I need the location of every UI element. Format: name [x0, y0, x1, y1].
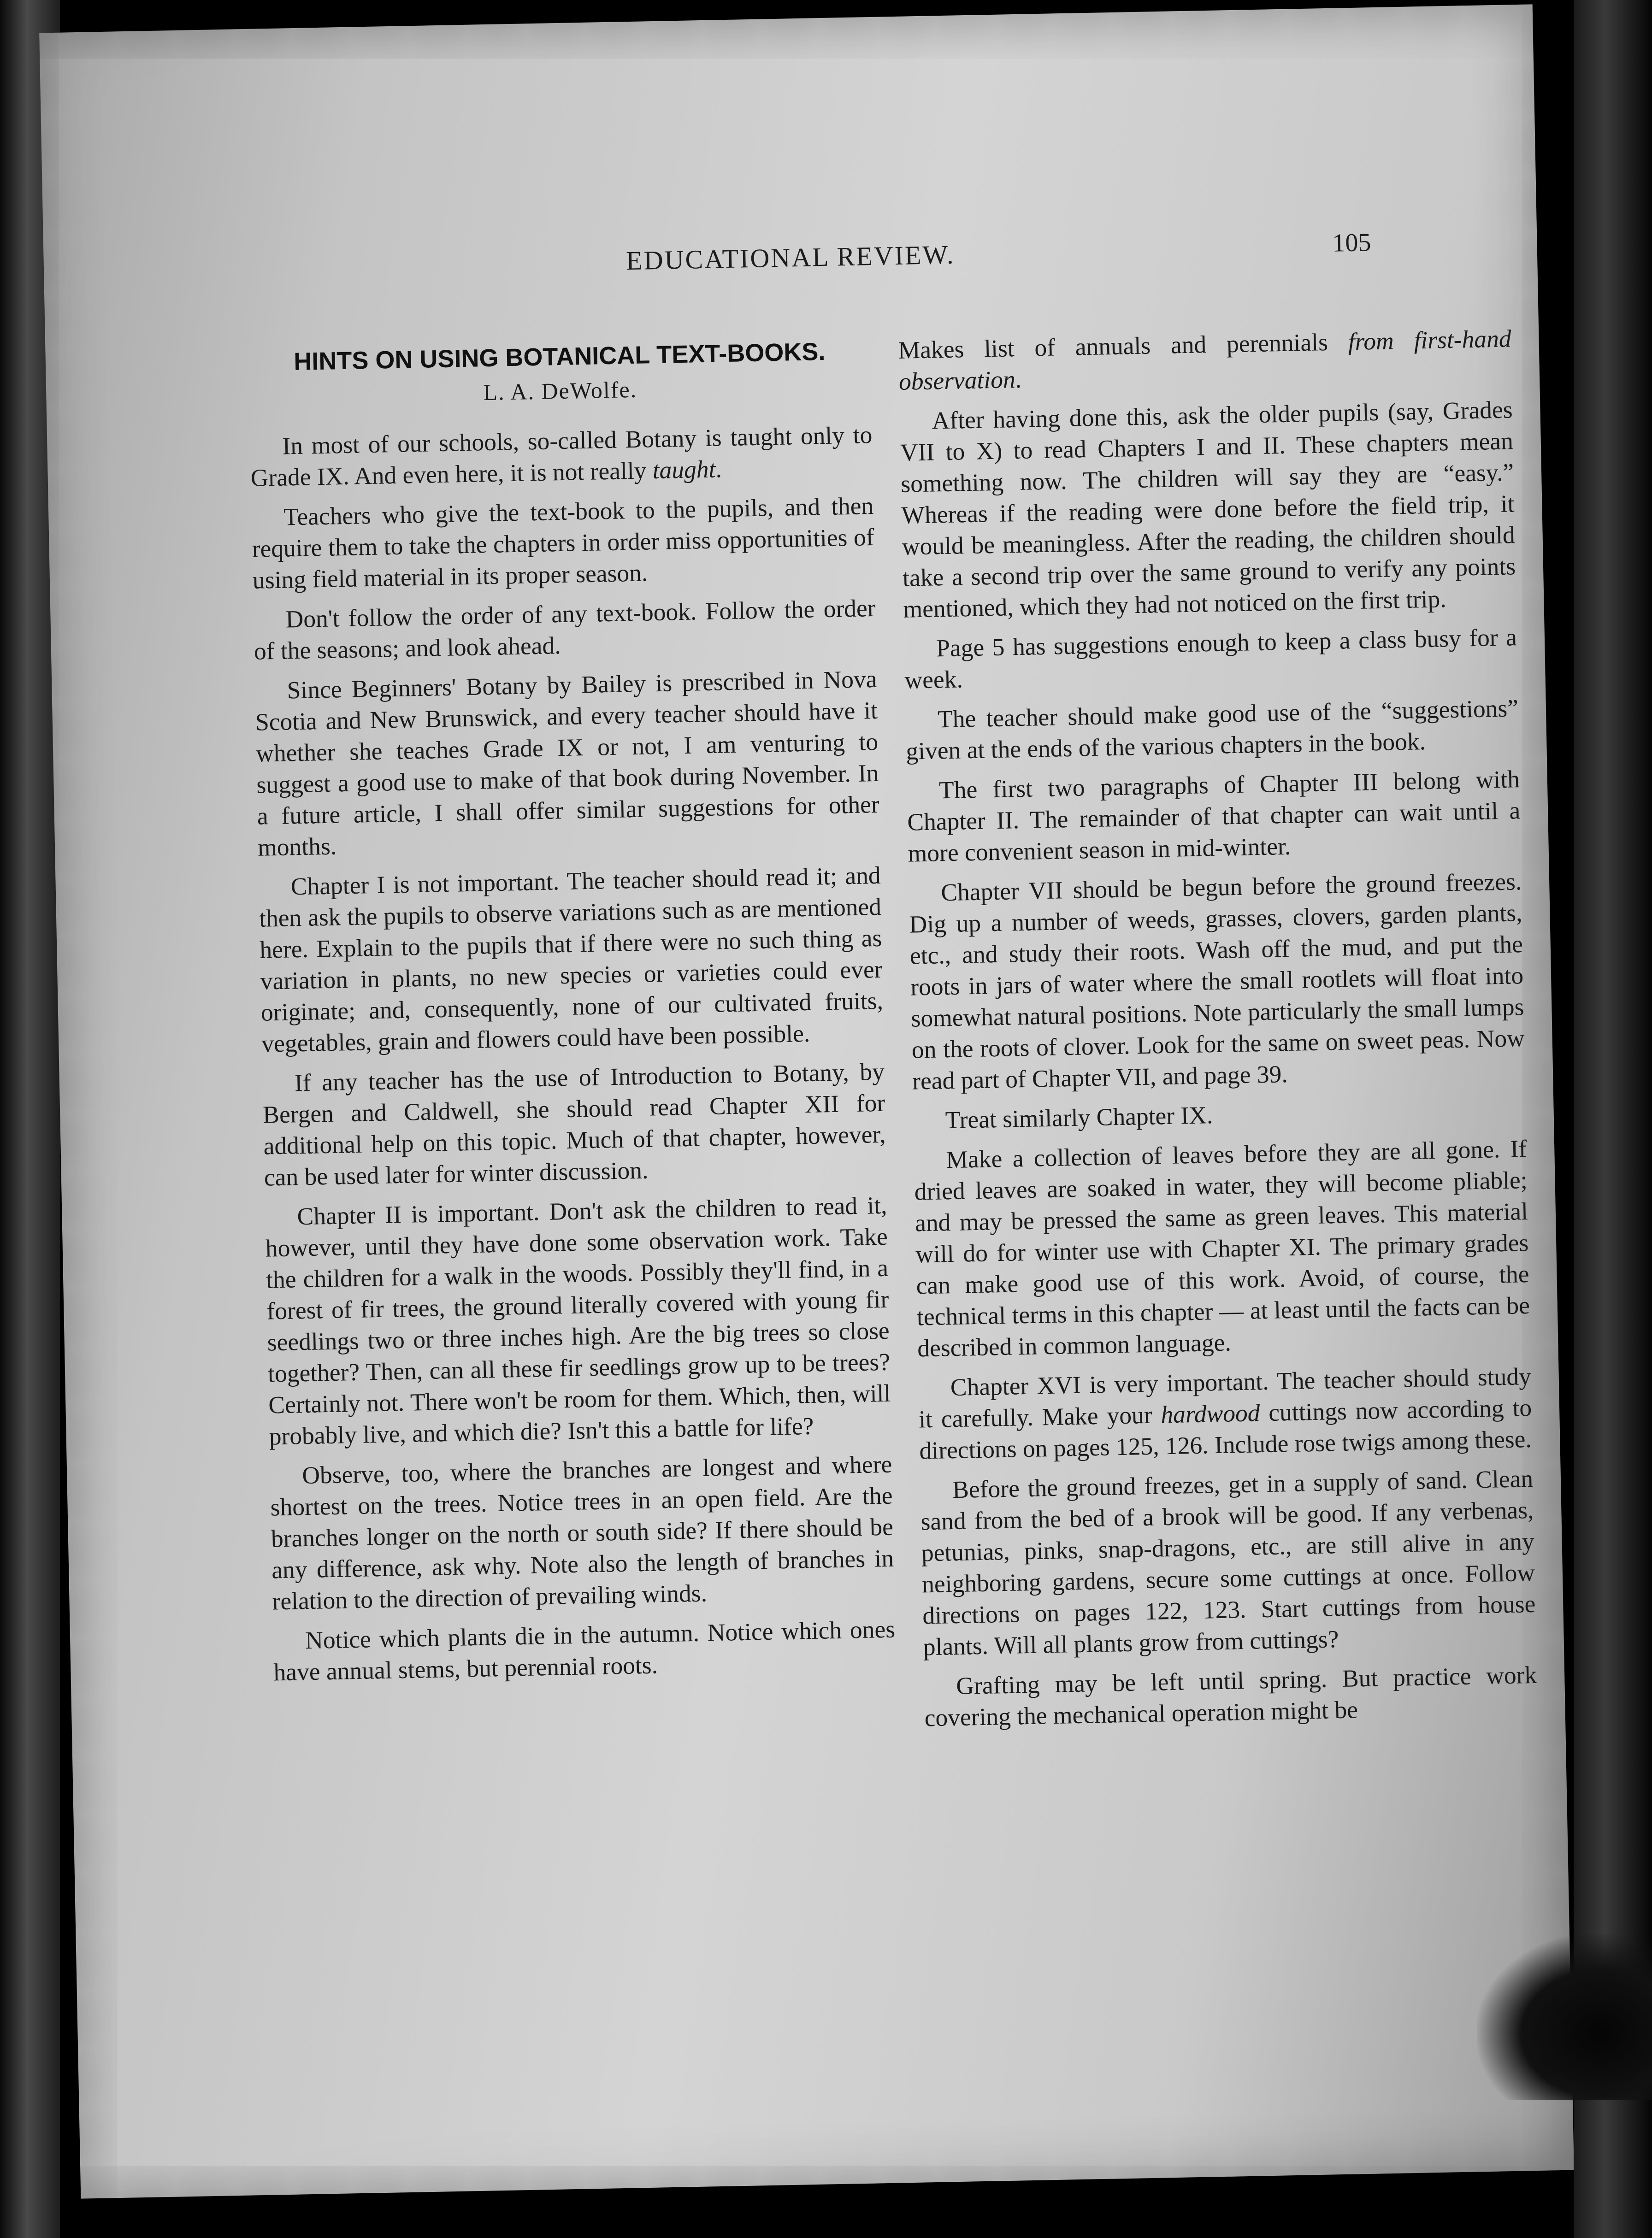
paragraph-text: Before the ground freezes, get in a supply of sand. Clean sand from the bed of a brook will be good. If any verbenas, petunias, pinks, snap-dragons, etc., are still alive in any neighboring gardens, secure some cuttings at once. Follow directions on pages 122, 123. Start cuttings from house plants. Will all plants grow from cuttings? [920, 1464, 1536, 1661]
italic-text: hardwood [1160, 1399, 1261, 1429]
paragraph-tail: . [1015, 365, 1022, 394]
right-column-paragraph [918, 1360, 1533, 1466]
italic-text: taught [652, 455, 716, 484]
paragraph-text: If any teacher has the use of Introduction to Botany, by Bergen and Caldwell, she should read Chapter XII for additional help on this topic. Much of that chapter, however, can be used later for winter discussion. [262, 1057, 886, 1191]
left-column-paragraph [250, 419, 873, 494]
paragraph-text: The teacher should make good use of the “suggestions” given at the ends of the various chapters in the book. [905, 694, 1519, 765]
paragraph-text: Since Beginners' Botany by Bailey is prescribed in Nova Scotia and New Brunswick, and every teacher should have it whether she teaches Grade IX or not, I am venturing to suggest a good use to make of that book during November. In a future article, I shall offer similar suggestions for other months. [255, 665, 880, 861]
right-column-paragraph [899, 394, 1516, 624]
right-column-paragraph [920, 1463, 1537, 1662]
paragraph-text: Make a collection of leaves before they are all gone. If dried leaves are soaked in water, they will become pliable; and may be pressed the same as green leaves. This material will do for winter use with Chapter XI. The primary grades can make good use of this work. Avoid, of course, the technical terms in this chapter — at least until the facts can be described in common language. [914, 1135, 1530, 1362]
right-column-body [898, 323, 1538, 1733]
book-page [39, 4, 1574, 2198]
paragraph-text: Don't follow the order of any text-book. Follow the order of the seasons; and look ahead. [254, 594, 876, 665]
right-column-paragraph [905, 692, 1519, 767]
page-number: 105 [1332, 228, 1372, 258]
left-column-paragraph [253, 592, 876, 667]
thumb-shadow [1477, 1934, 1652, 2100]
right-column-paragraph [898, 323, 1512, 397]
right-column-paragraph [924, 1659, 1538, 1734]
paragraph-text: Chapter II is important. Don't ask the children to read it, however, until they have done some observation work. Take the children for a walk in the woods. Possibly they'll find, in a forest of fir trees, the ground literally covered with young fir seedlings two or three inches high. Are the big trees so close together? Then, can all these fir seedlings grow up to be trees? Certainly not. There won't be room for them. Which, then, will probably live, and which die? Isn't this a battle for life? [265, 1191, 891, 1450]
left-column-body [250, 419, 896, 1688]
right-column-paragraph [914, 1133, 1531, 1364]
book-spine-edge [1574, 0, 1652, 2238]
left-column [248, 335, 896, 1696]
paragraph-text: Teachers who give the text-book to the pupils, and then require them to take the chapters in order miss opportunities of using field material in its proper season. [252, 491, 875, 594]
paragraph-text: Chapter I is not important. The teacher should read it; and then ask the pupils to observe variations such as are mentioned here. Explain to the pupils that if there were no such thing as variation in plants, no new species or varieties could ever originate; and, consequently, none of our cultivated fruits, vegetables, grain and flowers could have been possible. [259, 861, 884, 1058]
right-column-paragraph [909, 866, 1526, 1096]
paragraph-text: After having done this, ask the older pupils (say, Grades VII to X) to read Chapters I and II. These chapters mean something now. The children will say they are “easy.” Whereas if the reading were done before the field trip, it would be meaningless. After the reading, the children should take a second trip over the same ground to verify any points mentioned, which they had not noticed on the first trip. [900, 395, 1516, 623]
paragraph-text: The first two paragraphs of Chapter III belong with Chapter II. The remainder of that chapter can wait until a more convenient season in mid-winter. [907, 765, 1521, 867]
left-column-paragraph [251, 490, 875, 596]
paragraph-text: Page 5 has suggestions enough to keep a class busy for a week. [904, 623, 1517, 694]
left-column-paragraph [273, 1614, 896, 1688]
paragraph-text: Observe, too, where the branches are longest and where shortest on the trees. Notice trees in an open field. Are the branches longer on the north or south side? If there should be any difference, ask why. Note also the length of branches in relation to the direction of prevailing winds. [270, 1450, 894, 1615]
paragraph-text: Makes list of annuals and perennials [898, 328, 1349, 364]
paragraph-text: Chapter XVI is very important. The teacher should study it carefully. Make your [918, 1362, 1532, 1433]
right-column-paragraph [913, 1093, 1526, 1137]
right-column [898, 323, 1538, 1742]
article-title: HINTS ON USING BOTANICAL TEXT-BOOKS. [293, 337, 826, 376]
paragraph-text: Treat similarly Chapter IX. [945, 1101, 1213, 1134]
paragraph-tail: . [715, 455, 722, 483]
italic-text: from first-hand observation [898, 324, 1512, 395]
left-column-paragraph [265, 1190, 891, 1452]
right-column-paragraph [904, 621, 1518, 696]
left-column-paragraph [258, 860, 884, 1060]
left-column-paragraph [254, 663, 880, 863]
paragraph-tail: cuttings now according to directions on pages 125, 126. Include rose twigs among these. [919, 1393, 1532, 1465]
paragraph-text: Grafting may be left until spring. But practice work covering the mechanical operation might be [924, 1661, 1537, 1732]
paragraph-text: In most of our schools, so-called Botany is taught only to Grade IX. And even here, it is not really [250, 421, 873, 492]
left-column-paragraph [262, 1056, 886, 1193]
paragraph-text: Notice which plants die in the autumn. Notice which ones have annual stems, but perennial roots. [273, 1615, 896, 1686]
left-column-paragraph [270, 1449, 895, 1617]
paragraph-text: Chapter VII should be begun before the ground freezes. Dig up a number of weeds, grasses, clovers, garden plants, etc., and study their roots. Wash off the mud, and put the roots in jars of water where the small rootlets will float into somewhat natural positions. Note particularly the small lumps on the roots of clover. Look for the same on sweet peas. Now read part of Chapter VII, and page 39. [909, 867, 1525, 1095]
running-head: EDUCATIONAL REVIEW. [625, 239, 955, 276]
right-column-paragraph [906, 763, 1521, 869]
article-author: L. A. DeWolfe. [483, 376, 637, 406]
